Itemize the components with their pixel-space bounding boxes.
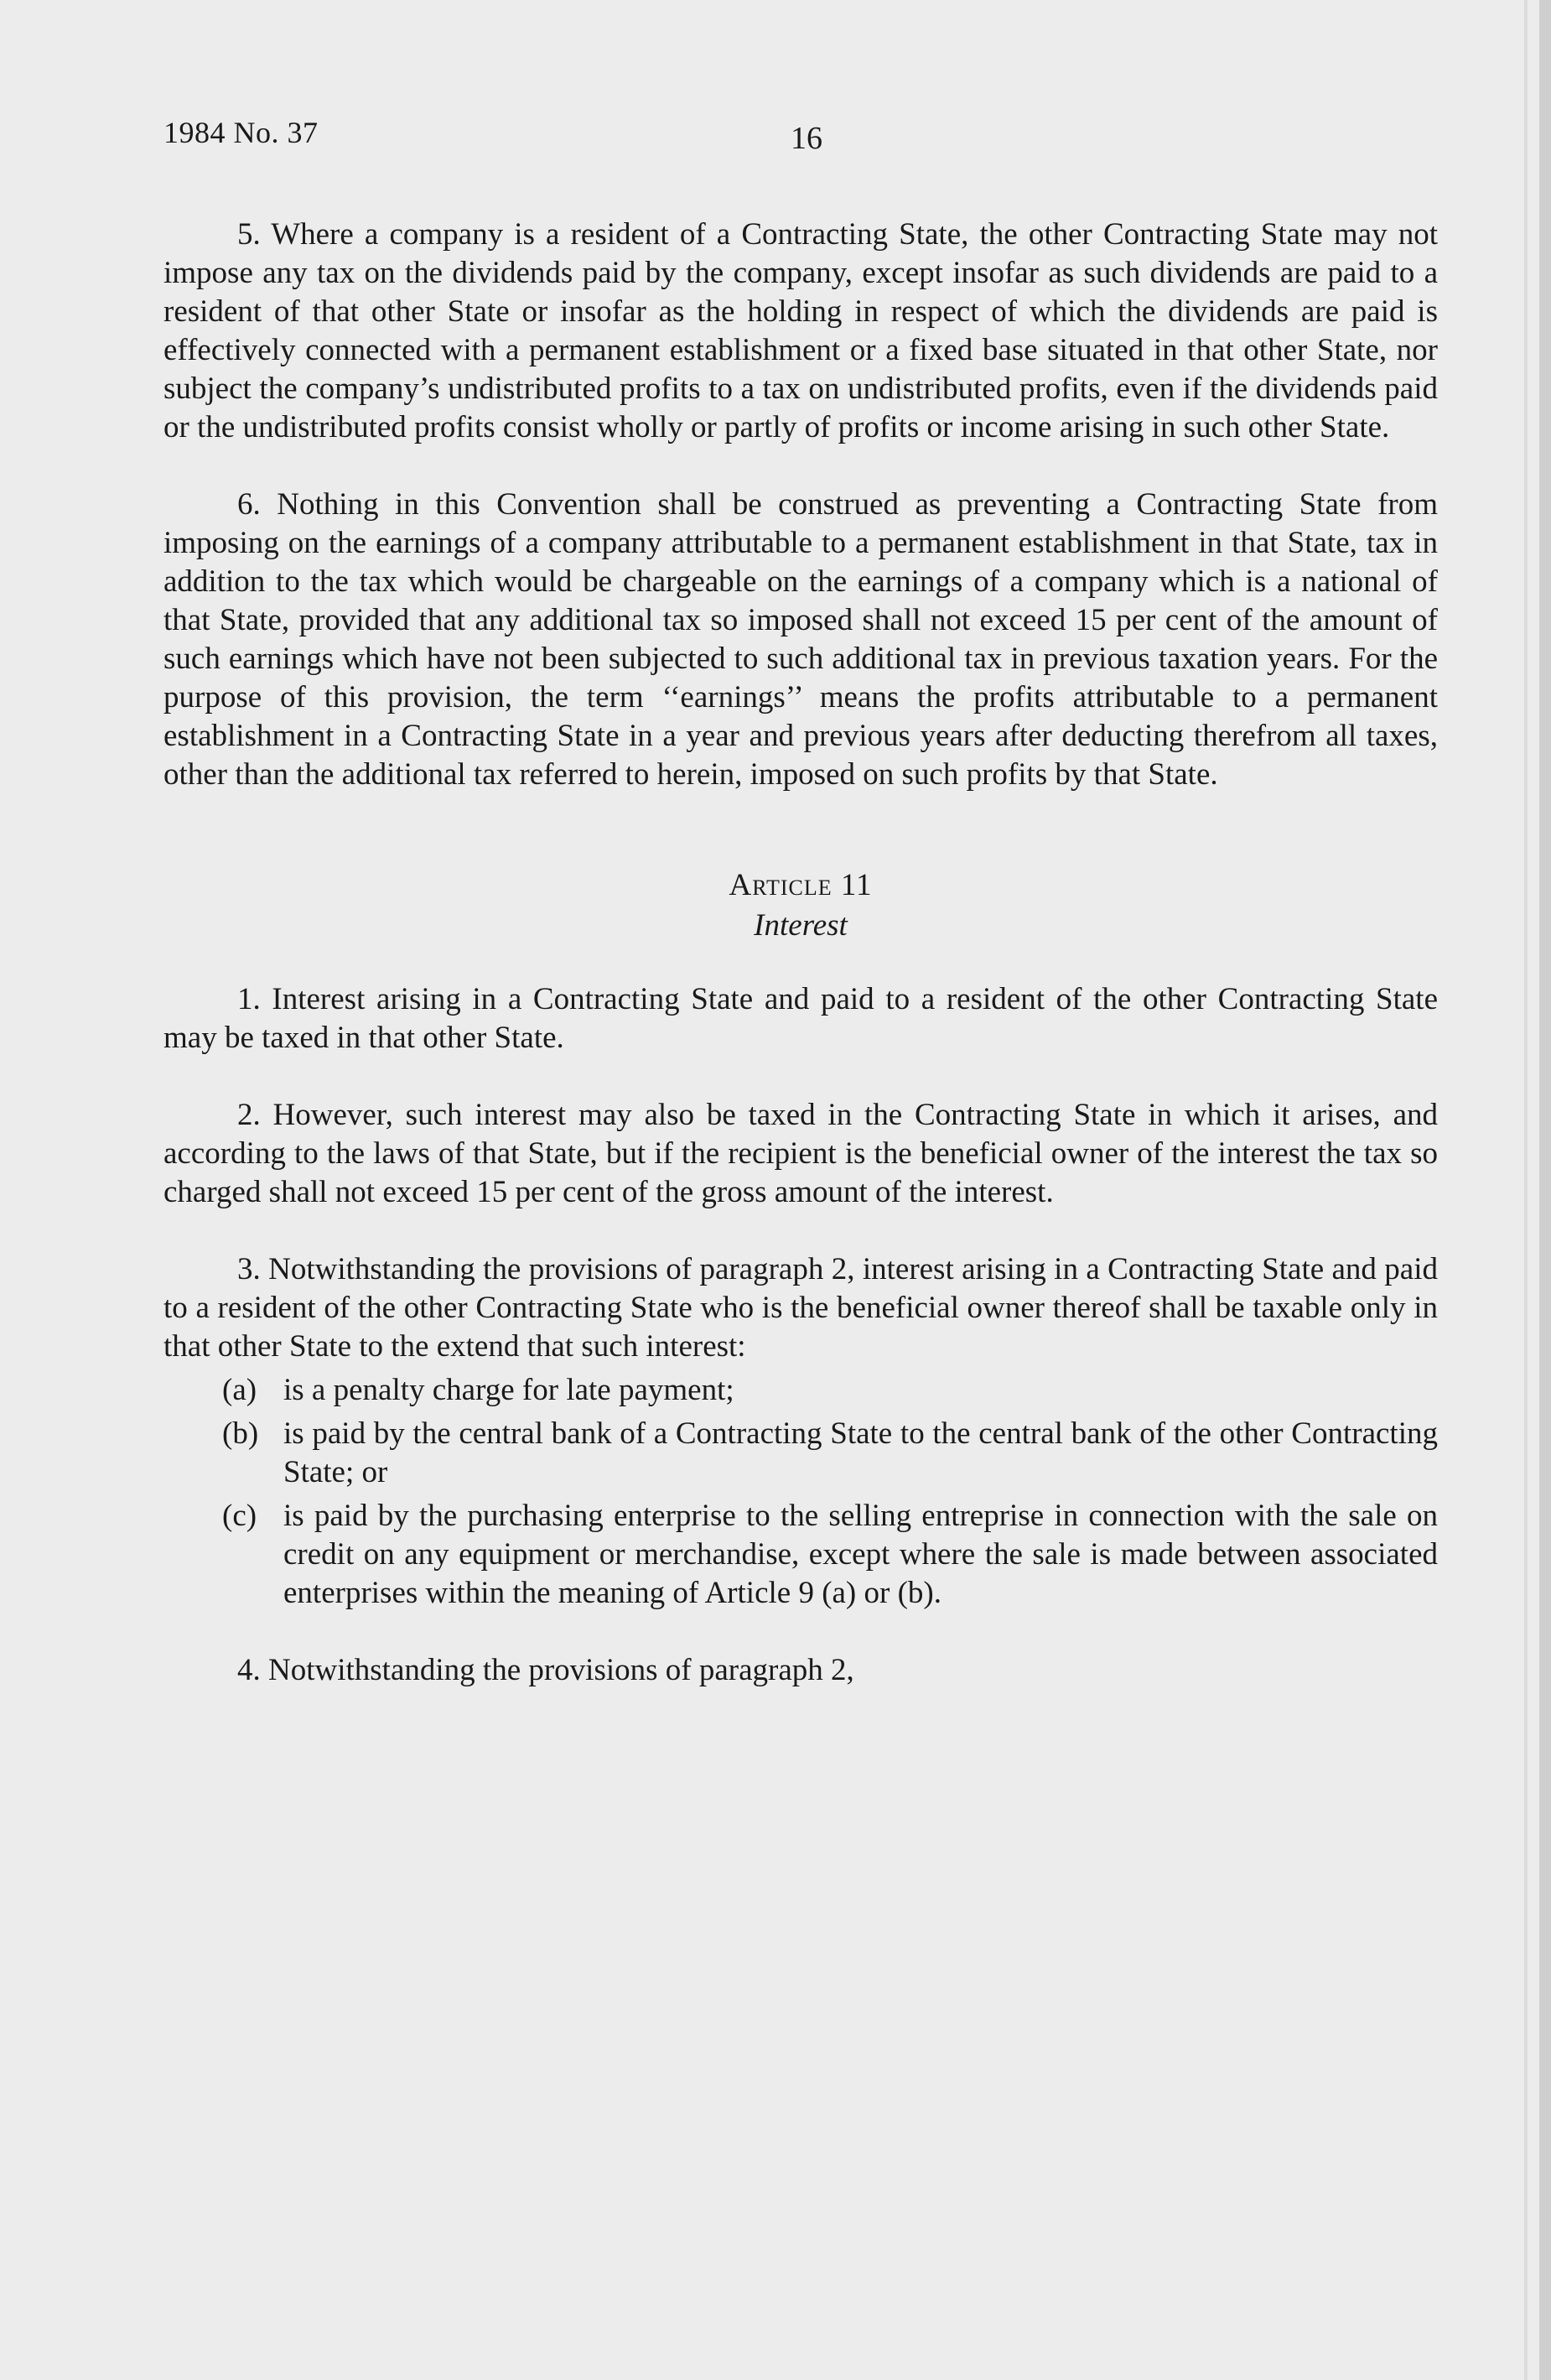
paragraph-6: 6. Nothing in this Convention shall be construed as preventing a Contracting State from imposing on the earnings of a company attributable to a permanent establishment in that State, tax in addition to the tax which would be chargeable on the earnings of a company which is a national of that State, provided that any additional tax so imposed shall not exceed 15 per cent of the amount of such earnings which have not been subjected to such additional tax in previous taxation years. For the purpose of this provision, the term ‘‘earnings’’ means the profits attributable to a permanent establishment in a Contracting State in a year and previous years after deducting therefrom all taxes, other than the additional tax referred to herein, imposed on such profits by that State. bbox=[163, 487, 1438, 792]
interest-paragraph-3: 3. Notwithstanding the provisions of paragraph 2, interest arising in a Contracting State and paid to a resident of the other Contracting State who is the beneficial owner thereof shall be taxable only in that other State to the extend that such interest: bbox=[163, 1252, 1438, 1364]
paragraph-5: 5. Where a company is a resident of a Contracting State, the other Contracting State may not impose any tax on the dividends paid by the company, except insofar as such dividends are paid to a resident of that other State or insofar as the holding in respect of which the dividends are paid is effectively connected with a permanent establishment or a fixed base situated in that other State, nor subject the company’s undistributed profits to a tax on undistributed profits, even if the dividends paid or the undistributed profits consist wholly or partly of profits or income arising in such other State. bbox=[163, 217, 1438, 444]
article-heading: Article 11 bbox=[729, 868, 873, 902]
list-item bbox=[163, 1497, 1438, 1613]
list-item bbox=[163, 1371, 1438, 1410]
list-item bbox=[163, 1415, 1438, 1492]
list-item-text: is paid by the purchasing enterprise to the selling entreprise in connection with the sale on credit on any equipment or merchandise, except where the sale is made between associated enterprises within the meaning of Article 9 (a) or (b). bbox=[283, 1499, 1438, 1610]
page-number: 16 bbox=[791, 121, 822, 156]
interest-paragraph-4: 4. Notwithstanding the provisions of paragraph 2, bbox=[237, 1653, 854, 1687]
list-marker: (a) bbox=[222, 1373, 257, 1407]
interest-paragraph-1: 1. Interest arising in a Contracting State and paid to a resident of the other Contracting State may be taxed in that other State. bbox=[163, 982, 1438, 1055]
year-and-number: 1984 No. 37 bbox=[163, 116, 319, 149]
article-subtitle: Interest bbox=[754, 908, 848, 943]
page-content bbox=[163, 113, 1438, 1728]
page-edge bbox=[1524, 0, 1528, 2380]
list-marker: (b) bbox=[222, 1416, 259, 1451]
running-header bbox=[163, 113, 1438, 164]
list-marker: (c) bbox=[222, 1499, 257, 1533]
list-item-text: is paid by the central bank of a Contracting State to the central bank of the other Contracting State; or bbox=[283, 1416, 1438, 1489]
interest-conditions-list bbox=[163, 1371, 1438, 1613]
interest-paragraph-2: 2. However, such interest may also be taxed in the Contracting State in which it arises, and according to the laws of that State, but if the recipient is the beneficial owner of the interest the tax so charged shall not exceed 15 per cent of the gross amount of the interest. bbox=[163, 1098, 1438, 1209]
list-item-text: is a penalty charge for late payment; bbox=[283, 1373, 734, 1407]
